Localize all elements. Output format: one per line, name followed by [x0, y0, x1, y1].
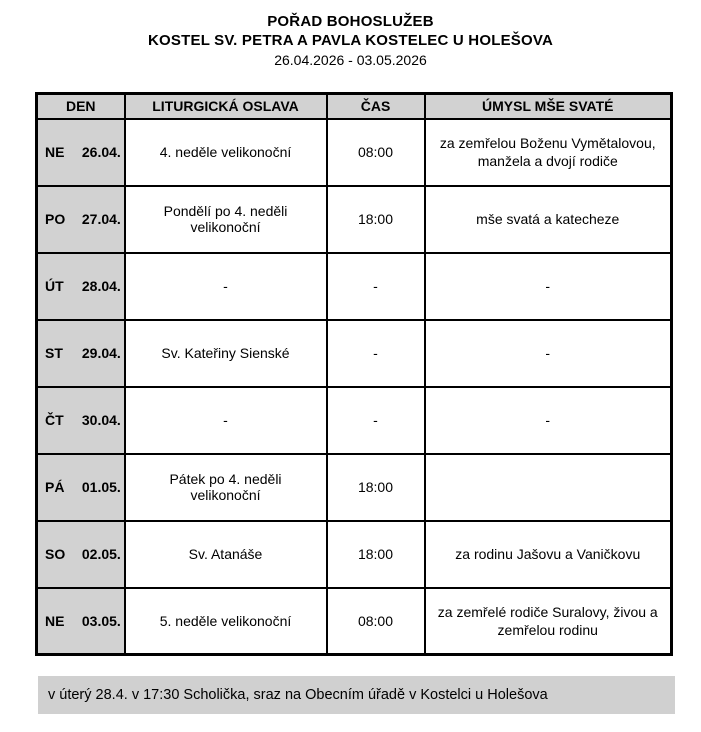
time-cell: 08:00: [327, 119, 425, 186]
time-cell: 18:00: [327, 521, 425, 588]
column-header-cas: ČAS: [327, 94, 425, 119]
schedule-table-head: [37, 94, 672, 119]
time-cell: 08:00: [327, 588, 425, 655]
day-abbreviation: NE: [45, 144, 65, 160]
day-date: 03.05.: [81, 612, 121, 629]
liturgical-celebration-cell: 5. neděle velikonoční: [125, 588, 327, 655]
time-cell: -: [327, 387, 425, 454]
schedule-table: [35, 92, 673, 656]
page-subtitle: KOSTEL SV. PETRA A PAVLA KOSTELEC U HOLEŠOVA: [148, 32, 553, 49]
mass-intention-cell: -: [425, 387, 672, 454]
table-row: [37, 387, 672, 454]
day-date: 30.04.: [81, 412, 121, 428]
day-cell: [37, 320, 125, 387]
day-date: 27.04.: [81, 211, 121, 227]
mass-intention-cell: -: [425, 253, 672, 320]
day-date: 26.04.: [81, 144, 121, 160]
mass-intention-cell: [425, 454, 672, 521]
header-row: [37, 94, 672, 119]
table-row: [37, 588, 672, 655]
liturgical-celebration-cell: Pátek po 4. neděli velikonoční: [125, 454, 327, 521]
liturgical-celebration-cell: -: [125, 387, 327, 454]
schedule-table-body: [37, 119, 672, 655]
mass-intention-cell: za zemřelou Boženu Vymětalovou, manžela a dvojí rodiče: [425, 119, 672, 186]
liturgical-celebration-cell: Sv. Kateřiny Sienské: [125, 320, 327, 387]
liturgical-celebration-cell: 4. neděle velikonoční: [125, 119, 327, 186]
mass-intention-cell: -: [425, 320, 672, 387]
column-header-den: DEN: [37, 94, 125, 119]
table-row: [37, 119, 672, 186]
day-abbreviation: PO: [45, 211, 66, 227]
day-date: 29.04.: [81, 345, 121, 361]
table-row: [37, 186, 672, 253]
day-date: 01.05.: [81, 479, 121, 495]
day-date: 28.04.: [81, 278, 121, 294]
column-header-umysl-mse-svate: ÚMYSL MŠE SVATÉ: [425, 94, 672, 119]
day-abbreviation: ST: [45, 345, 63, 361]
time-cell: -: [327, 320, 425, 387]
day-cell: [37, 588, 125, 655]
liturgical-celebration-cell: -: [125, 253, 327, 320]
document-header: [0, 12, 701, 70]
mass-intention-cell: za rodinu Jašovu a Vaničkovu: [425, 521, 672, 588]
day-cell: [37, 454, 125, 521]
table-row: [37, 320, 672, 387]
day-date: 02.05.: [81, 546, 121, 562]
liturgical-celebration-cell: Pondělí po 4. neděli velikonoční: [125, 186, 327, 253]
page-title: POŘAD BOHOSLUŽEB: [267, 13, 434, 30]
day-abbreviation: ÚT: [45, 278, 64, 294]
day-cell: [37, 521, 125, 588]
table-row: [37, 521, 672, 588]
footer-note-text: v úterý 28.4. v 17:30 Scholička, sraz na Obecním úřadě v Kostelci u Holešova: [48, 687, 548, 703]
footer-note-bar: [38, 676, 675, 714]
day-abbreviation: SO: [45, 546, 66, 562]
day-cell: [37, 253, 125, 320]
day-abbreviation: NE: [45, 612, 65, 629]
day-abbreviation: ČT: [45, 412, 64, 428]
liturgical-celebration-cell: Sv. Atanáše: [125, 521, 327, 588]
table-row: [37, 454, 672, 521]
day-cell: [37, 387, 125, 454]
time-cell: -: [327, 253, 425, 320]
column-header-liturgicka-oslava: LITURGICKÁ OSLAVA: [125, 94, 327, 119]
day-cell: [37, 186, 125, 253]
time-cell: 18:00: [327, 186, 425, 253]
mass-intention-cell: mše svatá a katecheze: [425, 186, 672, 253]
time-cell: 18:00: [327, 454, 425, 521]
date-range: 26.04.2026 - 03.05.2026: [274, 52, 427, 68]
table-row: [37, 253, 672, 320]
mass-intention-cell: za zemřelé rodiče Suralovy, živou a zemřelou rodinu: [425, 588, 672, 655]
day-abbreviation: PÁ: [45, 479, 65, 495]
day-cell: [37, 119, 125, 186]
